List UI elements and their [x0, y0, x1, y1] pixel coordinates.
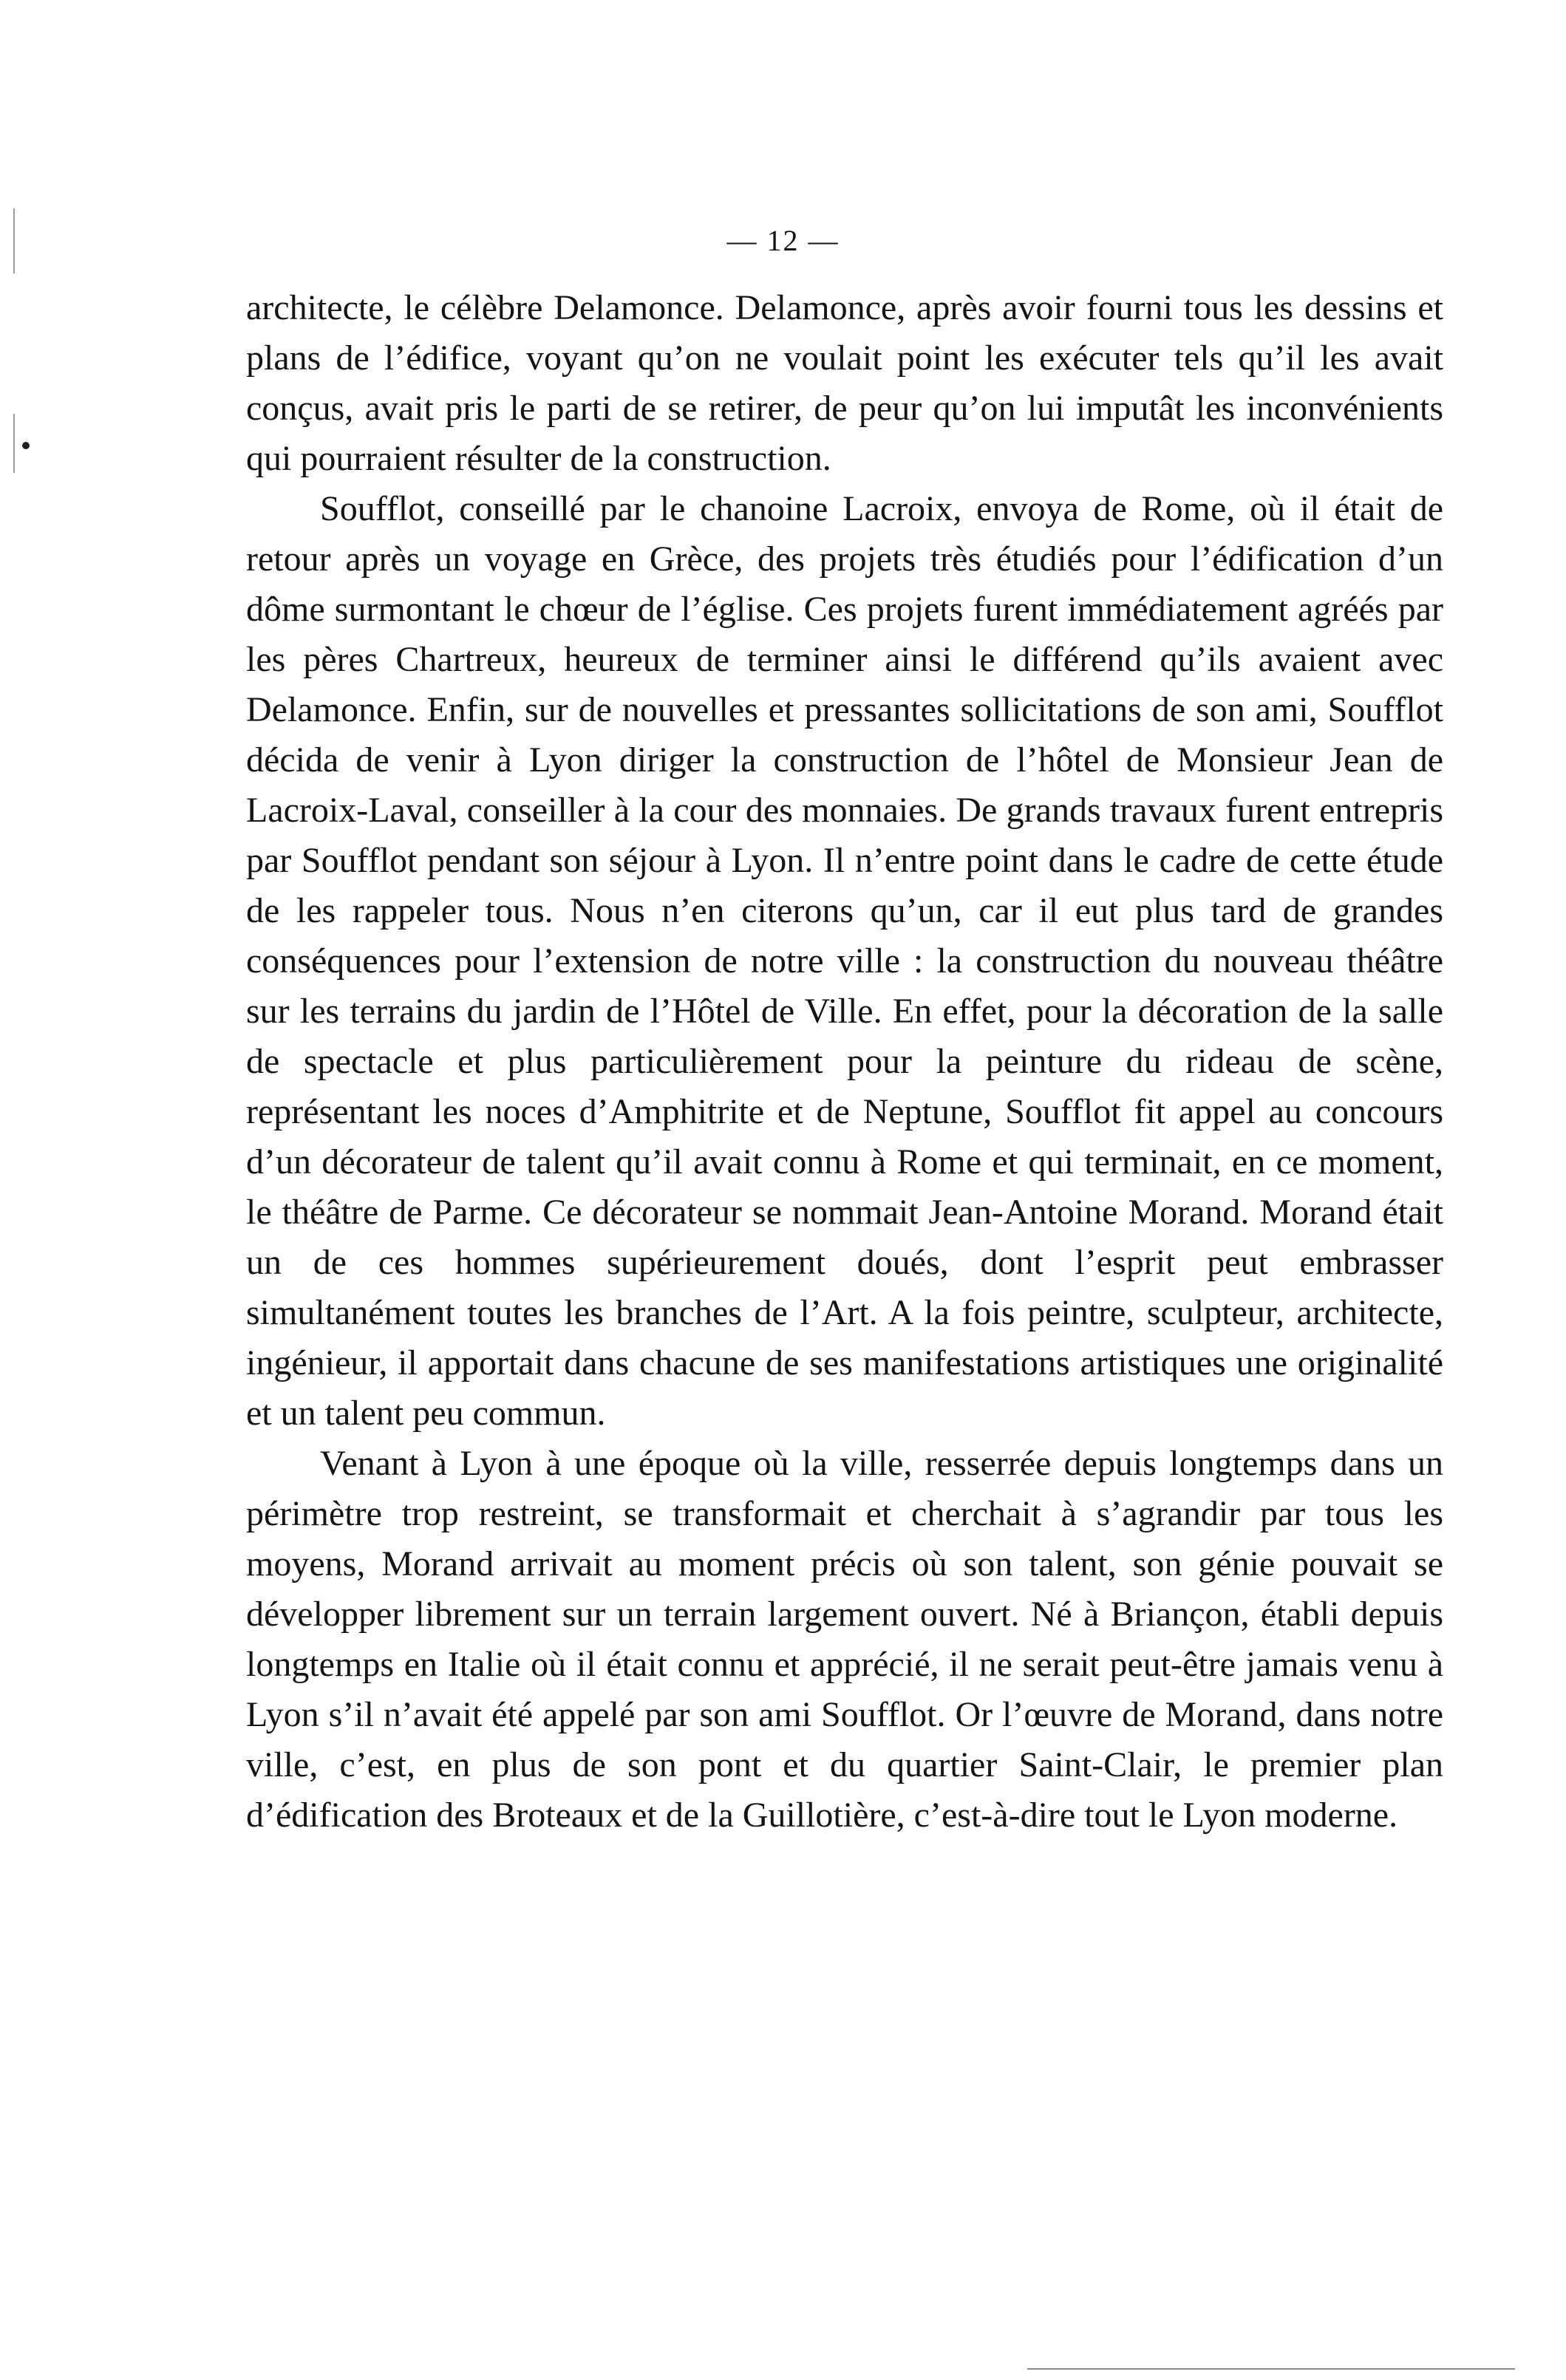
scan-edge-line [1027, 2368, 1515, 2370]
body-text [246, 283, 1443, 1841]
margin-scan-dot [22, 442, 30, 449]
paragraph-morand: Venant à Lyon à une époque où la ville, resserrée depuis longtemps dans un périmètre trop restreint, se transformait et cherchait à s’agrandir par tous les moyens, Morand arrivait au moment précis où son talent, son génie pouvait se développer librement sur un terrain largement ouvert. Né à Briançon, établi depuis longtemps en Italie où il était connu et apprécié, il ne serait peut-être jamais venu à Lyon s’il n’avait été appelé par son ami Soufflot. Or l’œuvre de Morand, dans notre ville, c’est, en plus de son pont et du quartier Saint-Clair, le premier plan d’édification des Broteaux et de la Guillotière, c’est-à-dire tout le Lyon moderne. [246, 1444, 1443, 1835]
page-number: — 12 — [726, 224, 840, 257]
paragraph-continued: architecte, le célèbre Delamonce. Delamonce, après avoir fourni tous les dessins et plans de l’édifice, voyant qu’on ne voulait point les exécuter tels qu’il les avait conçus, avait pris le parti de se retirer, de peur qu’on lui imputât les inconvénients qui pourraient résulter de la construction. [246, 288, 1443, 478]
margin-scan-mark-middle [13, 414, 15, 473]
paragraph-soufflot: Soufflot, conseillé par le chanoine Lacroix, envoya de Rome, où il était de retour après un voyage en Grèce, des projets très étudiés pour l’édification d’un dôme surmontant le chœur de l’église. Ces projets furent immédiatement agréés par les pères Chartreux, heureux de terminer ainsi le différend qu’ils avaient avec Delamonce. Enfin, sur de nouvelles et pressantes sollicitations de son ami, Soufflot décida de venir à Lyon diriger la construction de l’hôtel de Monsieur Jean de Lacroix-Laval, conseiller à la cour des monnaies. De grands travaux furent entrepris par Soufflot pendant son séjour à Lyon. Il n’entre point dans le cadre de cette étude de les rappeler tous. Nous n’en citerons qu’un, car il eut plus tard de grandes conséquences pour l’extension de notre ville : la construction du nouveau théâtre sur les terrains du jardin de l’Hôtel de Ville. En effet, pour la décoration de la salle de spectacle et plus particulièrement pour la peinture du rideau de scène, représentant les noces d’Amphitrite et de Neptune, Soufflot fit appel au concours d’un décorateur de talent qu’il avait connu à Rome et qui terminait, en ce moment, le théâtre de Parme. Ce décorateur se nommait Jean-Antoine Morand. Morand était un de ces hommes supérieurement doués, dont l’esprit peut embrasser simultanément toutes les branches de l’Art. A la fois peintre, sculpteur, architecte, ingénieur, il apportait dans chacune de ses manifestations artistiques une originalité et un talent peu commun. [246, 489, 1443, 1433]
